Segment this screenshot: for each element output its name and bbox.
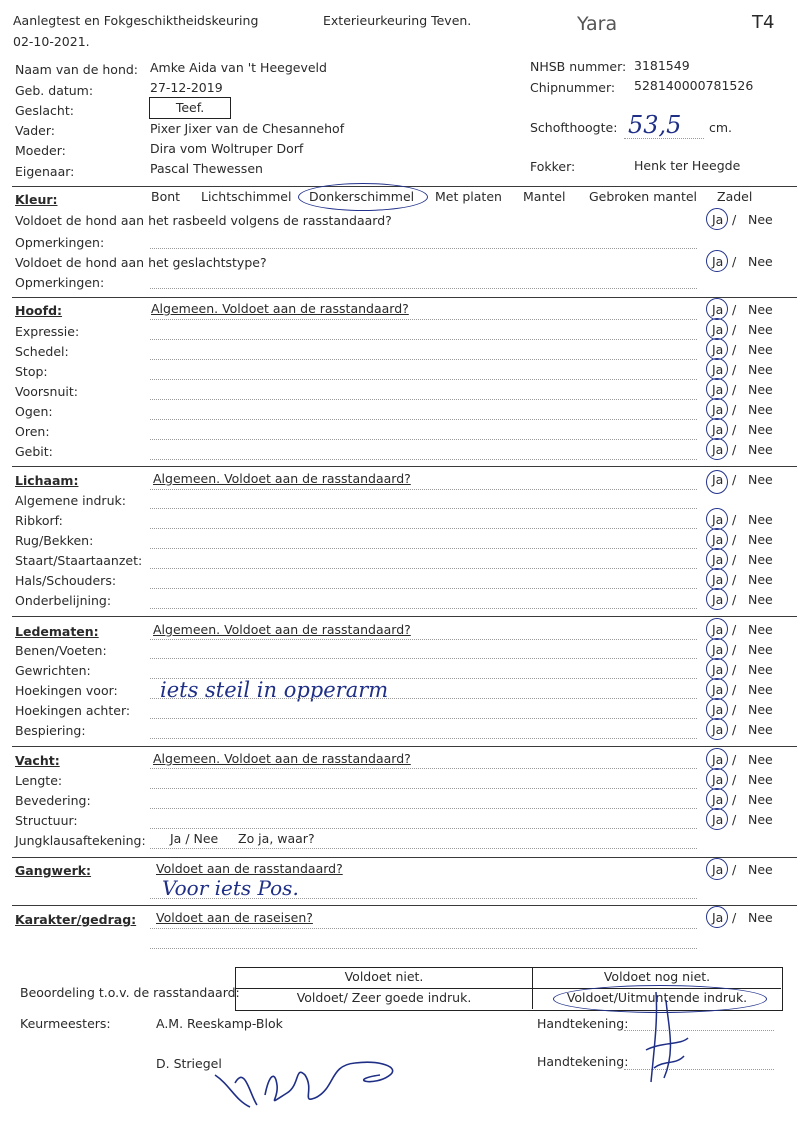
answer-circle xyxy=(706,588,728,610)
vacht-label: Vacht: xyxy=(15,753,60,768)
lichaam-item: Onderbelijning: xyxy=(15,593,112,608)
lichaam-item: Hals/Schouders: xyxy=(15,573,117,588)
breeder-label: Fokker: xyxy=(530,159,576,174)
answer-circle xyxy=(706,748,728,770)
beoordeling-option: Voldoet/ Zeer goede indruk. xyxy=(296,990,472,1005)
form-code: T4 xyxy=(752,12,775,33)
answer-gangwerk: Ja / Nee xyxy=(706,862,778,878)
answer-circle xyxy=(706,808,728,830)
sex-box xyxy=(149,97,231,119)
height-value: 53,5 xyxy=(628,111,682,139)
height-label: Schofthoogte: xyxy=(530,120,618,135)
ledematen-general-question: Algemeen. Voldoet aan de rasstandaard? xyxy=(153,622,411,637)
answer-benen-voeten: Ja / Nee xyxy=(706,642,778,658)
answer-circle xyxy=(706,638,728,660)
answer-stop: Ja / Nee xyxy=(706,362,778,378)
height-unit: cm. xyxy=(709,120,733,135)
answer-circle xyxy=(706,678,728,700)
answer-circle xyxy=(706,788,728,810)
birth-date: 27-12-2019 xyxy=(150,80,223,95)
answer-circle xyxy=(706,618,728,640)
answer-circle xyxy=(706,470,728,494)
answer-hoekingen-achter: Ja / Nee xyxy=(706,702,778,718)
signature-reeskamp xyxy=(636,990,696,1085)
beoordeling-option-selected: Voldoet/Uitmuntende indruk. xyxy=(566,990,748,1005)
karakter-question: Voldoet aan de raseisen? xyxy=(156,910,313,925)
remarks-label: Opmerkingen: xyxy=(15,235,105,250)
hoofd-item: Oren: xyxy=(15,424,50,439)
father-label: Vader: xyxy=(15,123,55,138)
owner-name: Pascal Thewessen xyxy=(150,161,263,176)
jungklaus-where: Zo ja, waar? xyxy=(238,831,315,846)
question-rasbeeld: Voldoet de hond aan het rasbeeld volgens de rasstandaard? xyxy=(15,213,392,228)
answer-circle xyxy=(706,438,728,460)
karakter-label: Karakter/gedrag: xyxy=(15,912,137,927)
answer-circle xyxy=(706,298,728,320)
answer-voorsnuit: Ja / Nee xyxy=(706,382,778,398)
answer-circle xyxy=(706,698,728,720)
hoofd-item: Stop: xyxy=(15,364,48,379)
birth-label: Geb. datum: xyxy=(15,83,94,98)
jungklaus-label: Jungklausaftekening: xyxy=(15,833,146,848)
color-option-lichtschimmel: Lichtschimmel xyxy=(201,189,292,204)
answer-geslachtstype: Ja / Nee xyxy=(706,254,778,270)
name-label: Naam van de hond: xyxy=(15,62,139,77)
answer-structuur: Ja / Nee xyxy=(706,812,778,828)
answer-circle xyxy=(706,718,728,740)
answer-circle xyxy=(706,768,728,790)
answer-hoofd-general: Ja / Nee xyxy=(706,302,778,318)
ledematen-item: Benen/Voeten: xyxy=(15,643,107,658)
form-date: 02-10-2021. xyxy=(13,34,90,49)
answer-circle xyxy=(706,858,728,880)
dog-name: Amke Aida van 't Heegeveld xyxy=(150,60,327,75)
selected-color-circle xyxy=(298,183,428,211)
answer-circle xyxy=(706,358,728,380)
answer-ribkorf: Ja / Nee xyxy=(706,512,778,528)
mother-name: Dira vom Woltruper Dorf xyxy=(150,141,304,156)
gangwerk-remark: Voor iets Pos. xyxy=(162,876,299,900)
ledematen-label: Ledematen: xyxy=(15,624,99,639)
answer-bespiering: Ja / Nee xyxy=(706,722,778,738)
divider xyxy=(12,905,797,906)
hoofd-item: Gebit: xyxy=(15,444,53,459)
hoofd-item: Voorsnuit: xyxy=(15,384,78,399)
nhsb-number: 3181549 xyxy=(634,58,690,73)
ledematen-item: Gewrichten: xyxy=(15,663,91,678)
answer-lichaam-general: Ja / Nee xyxy=(706,472,778,488)
answer-circle xyxy=(706,528,728,550)
remarks-label: Opmerkingen: xyxy=(15,275,105,290)
father-name: Pixer Jixer van de Chesannehof xyxy=(150,121,345,136)
vacht-item: Bevedering: xyxy=(15,793,91,808)
beoordeling-option: Voldoet nog niet. xyxy=(603,969,711,984)
lichaam-item: Rug/Bekken: xyxy=(15,533,94,548)
color-option-zadel: Zadel xyxy=(717,189,753,204)
hoofd-item: Schedel: xyxy=(15,344,69,359)
answer-oren: Ja / Nee xyxy=(706,422,778,438)
answer-rug-bekken: Ja / Nee xyxy=(706,532,778,548)
vacht-item: Structuur: xyxy=(15,813,78,828)
lichaam-general-question: Algemeen. Voldoet aan de rasstandaard? xyxy=(153,471,411,486)
gangwerk-label: Gangwerk: xyxy=(15,863,92,878)
color-option-mantel: Mantel xyxy=(523,189,566,204)
answer-gebit: Ja / Nee xyxy=(706,442,778,458)
beoordeling-option: Voldoet niet. xyxy=(344,969,424,984)
judge-2: D. Striegel xyxy=(156,1056,222,1071)
answer-circle xyxy=(706,208,728,230)
answer-circle xyxy=(706,548,728,570)
keurmeesters-label: Keurmeesters: xyxy=(20,1016,111,1031)
form-title: Aanlegtest en Fokgeschiktheidskeuring xyxy=(13,13,259,28)
answer-rasbeeld: Ja / Nee xyxy=(706,212,778,228)
answer-karakter: Ja / Nee xyxy=(706,910,778,926)
color-option-gebroken-mantel: Gebroken mantel xyxy=(589,189,698,204)
signature-striegel xyxy=(205,1045,425,1115)
answer-bevedering: Ja / Nee xyxy=(706,792,778,808)
color-option-bont: Bont xyxy=(151,189,181,204)
hoofd-general-question: Algemeen. Voldoet aan de rasstandaard? xyxy=(151,301,409,316)
owner-label: Eigenaar: xyxy=(15,164,75,179)
chip-number: 528140000781526 xyxy=(634,78,754,93)
divider xyxy=(12,616,797,617)
divider xyxy=(12,857,797,858)
answer-schedel: Ja / Nee xyxy=(706,342,778,358)
vacht-item: Lengte: xyxy=(15,773,63,788)
remark-hoekingen-voor: iets steil in opperarm xyxy=(160,678,389,702)
beoordeling-label: Beoordeling t.o.v. de rasstandaard: xyxy=(20,985,240,1000)
handwritten-name: Yara xyxy=(577,13,618,35)
ledematen-item: Hoekingen achter: xyxy=(15,703,131,718)
signature-label: Handtekening: xyxy=(537,1016,629,1031)
answer-circle xyxy=(706,338,728,360)
signature-label: Handtekening: xyxy=(537,1054,629,1069)
answer-circle xyxy=(706,658,728,680)
mother-label: Moeder: xyxy=(15,143,66,158)
nhsb-label: NHSB nummer: xyxy=(530,59,627,74)
sex-value: Teef. xyxy=(175,100,205,115)
kleur-label: Kleur: xyxy=(15,192,58,207)
lichaam-item: Ribkorf: xyxy=(15,513,63,528)
divider xyxy=(12,746,797,747)
answer-circle xyxy=(706,250,728,272)
form-subtitle: Exterieurkeuring Teven. xyxy=(323,13,472,28)
answer-hoekingen-voor: Ja / Nee xyxy=(706,682,778,698)
ledematen-item: Hoekingen voor: xyxy=(15,683,118,698)
answer-expressie: Ja / Nee xyxy=(706,322,778,338)
lichaam-label: Lichaam: xyxy=(15,473,79,488)
color-option-met-platen: Met platen xyxy=(435,189,502,204)
divider xyxy=(12,297,797,298)
answer-ogen: Ja / Nee xyxy=(706,402,778,418)
answer-circle xyxy=(706,378,728,400)
answer-ledematen-general: Ja / Nee xyxy=(706,622,778,638)
breeder-name: Henk ter Heegde xyxy=(634,158,741,173)
answer-circle xyxy=(706,318,728,340)
jungklaus-options: Ja / Nee xyxy=(170,831,219,846)
answer-staart: Ja / Nee xyxy=(706,552,778,568)
answer-circle xyxy=(706,398,728,420)
answer-circle xyxy=(706,418,728,440)
answer-vacht-general: Ja / Nee xyxy=(706,752,778,768)
answer-onderbelijning: Ja / Nee xyxy=(706,592,778,608)
answer-hals-schouders: Ja / Nee xyxy=(706,572,778,588)
answer-gewrichten: Ja / Nee xyxy=(706,662,778,678)
answer-circle xyxy=(706,508,728,530)
color-option-donkerschimmel: Donkerschimmel xyxy=(309,189,415,204)
hoofd-item: Ogen: xyxy=(15,404,53,419)
gangwerk-question: Voldoet aan de rasstandaard? xyxy=(156,861,343,876)
vacht-general-question: Algemeen. Voldoet aan de rasstandaard? xyxy=(153,751,411,766)
answer-lengte: Ja / Nee xyxy=(706,772,778,788)
divider xyxy=(12,466,797,467)
lichaam-item: Algemene indruk: xyxy=(15,493,126,508)
question-geslachtstype: Voldoet de hond aan het geslachtstype? xyxy=(15,255,267,270)
answer-circle xyxy=(706,906,728,928)
lichaam-item: Staart/Staartaanzet: xyxy=(15,553,143,568)
ledematen-item: Bespiering: xyxy=(15,723,86,738)
judge-1: A.M. Reeskamp-Blok xyxy=(156,1016,283,1031)
sex-label: Geslacht: xyxy=(15,103,74,118)
hoofd-item: Expressie: xyxy=(15,324,80,339)
hoofd-label: Hoofd: xyxy=(15,303,63,318)
chip-label: Chipnummer: xyxy=(530,80,616,95)
answer-circle xyxy=(706,568,728,590)
